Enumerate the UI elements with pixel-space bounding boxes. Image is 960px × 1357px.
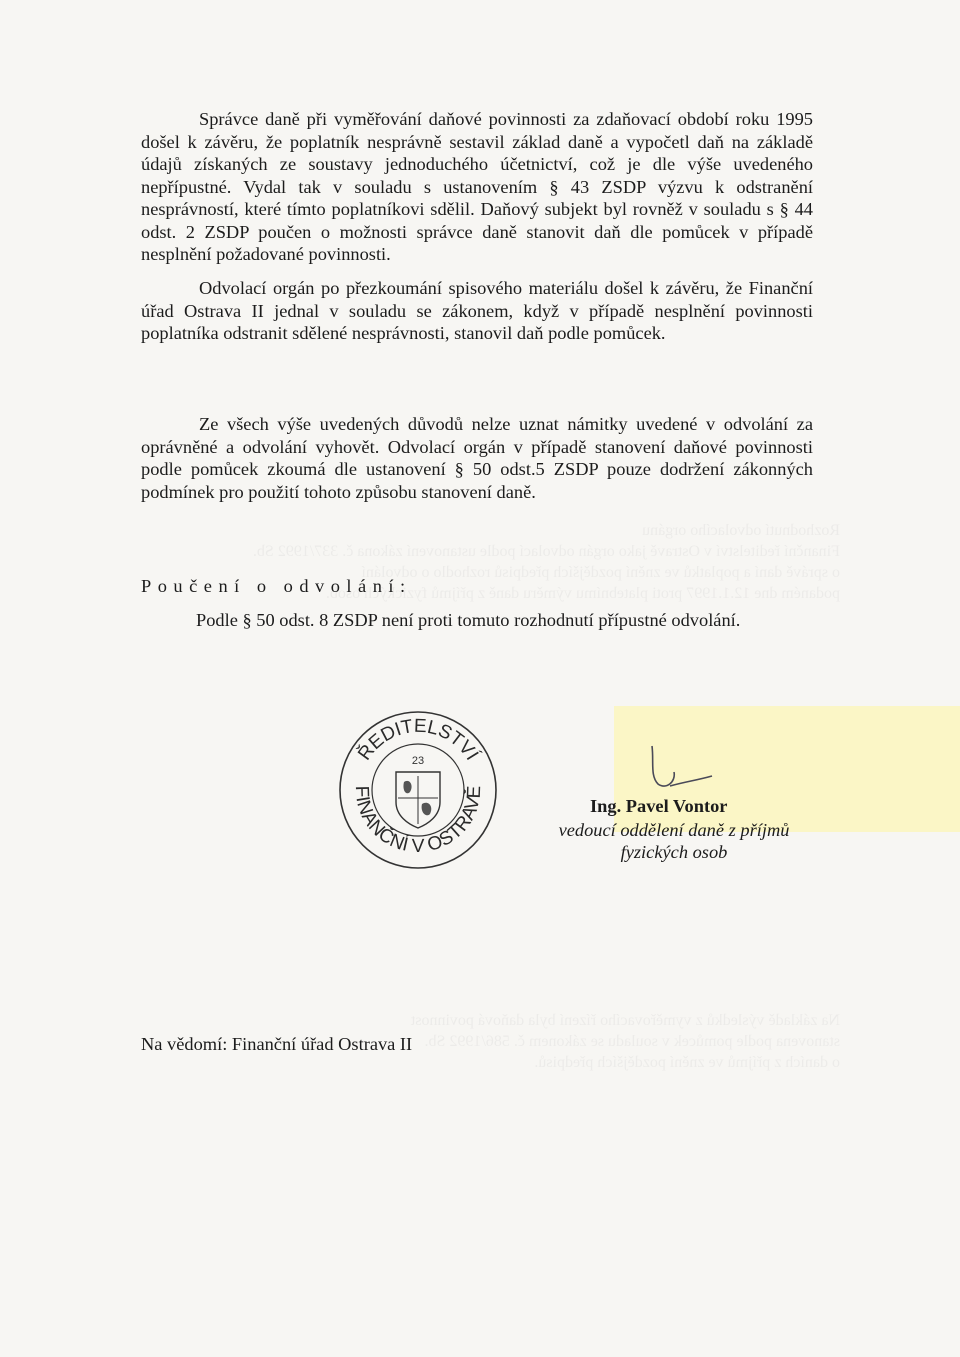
- body-paragraph: Odvolací orgán po přezkoumání spisového materiálu došel k závěru, že Finanční úřad Ostrava II jednal v souladu se zákonem, když v případě nesplnění povinnosti poplatníka odstranit sdělené nesprávnosti, stanovil daň podle pomůcek.: [141, 278, 813, 343]
- signer-name: Ing. Pavel Vontor: [590, 796, 728, 816]
- stamp-bottom-text: FINANČNÍ V OSTRAVĚ: [350, 785, 486, 858]
- signer-role: fyzických osob: [620, 842, 728, 862]
- cc-note: Na vědomí: Finanční úřad Ostrava II: [141, 1034, 413, 1054]
- instruction-heading: Poučení o odvolání:: [141, 576, 412, 596]
- body-paragraph: Ze všech výše uvedených důvodů nelze uznat námitky uvedené v odvolání za oprávněné a odvolání vyhovět. Odvolací orgán v případě stanovení daňové povinnosti podle pomůcek zkoumá dle ustanovení § 50 odst.5 ZSDP pouze dodržení zákonných podmínek pro použití tohoto způsobu stanovení daně.: [141, 414, 813, 502]
- official-stamp: [338, 710, 498, 870]
- show-through-text: Rozhodnutí odvolacího orgánu Finanční ředitelství v Ostravě jako orgán odvolací podle ustanovení zákona č. 337/1992 Sb. o správě daní a poplatků ve znění pozdějších předpisů rozhodlo o odvolání podaném dne 12.1.1997 proti platebnímu výměru daně z příjmů fyzických osob.: [252, 522, 840, 602]
- signer-role: vedoucí oddělení daně z příjmů: [558, 820, 790, 840]
- handwritten-signature: [640, 736, 720, 796]
- stamp-number: 23: [411, 755, 425, 767]
- body-paragraph: Správce daně při vyměřování daňové povinnosti za zdaňovací období roku 1995 došel k závěru, že poplatník nesprávně sestavil základ daně a vypočetl daň na základě údajů získaných ze soustavy jednoduchého účetnictví, což je dle výše uvedeného nepřípustné. Vydal tak v souladu s ustanovením § 43 ZSDP výzvu k odstranění nesprávností, které tímto poplatníkovi sdělil. Daňový subjekt byl rovněž v souladu s § 44 odst. 2 ZSDP poučen o možnosti správce daně stanovit daň dle pomůcek v případě nesplnění požadované povinnosti.: [141, 109, 813, 264]
- instruction-text: Podle § 50 odst. 8 ZSDP není proti tomuto rozhodnutí přípustné odvolání.: [196, 610, 741, 630]
- stamp-top-text: ŘEDITELSTVÍ: [354, 715, 483, 765]
- show-through-text: Na základě výsledků z vyměřovacího řízení byla daňová povinnost stanovena podle pomůcek v souladu se zákonem č. 586/1992 Sb. o daních z příjmů ve znění pozdějších předpisů.: [410, 1012, 840, 1071]
